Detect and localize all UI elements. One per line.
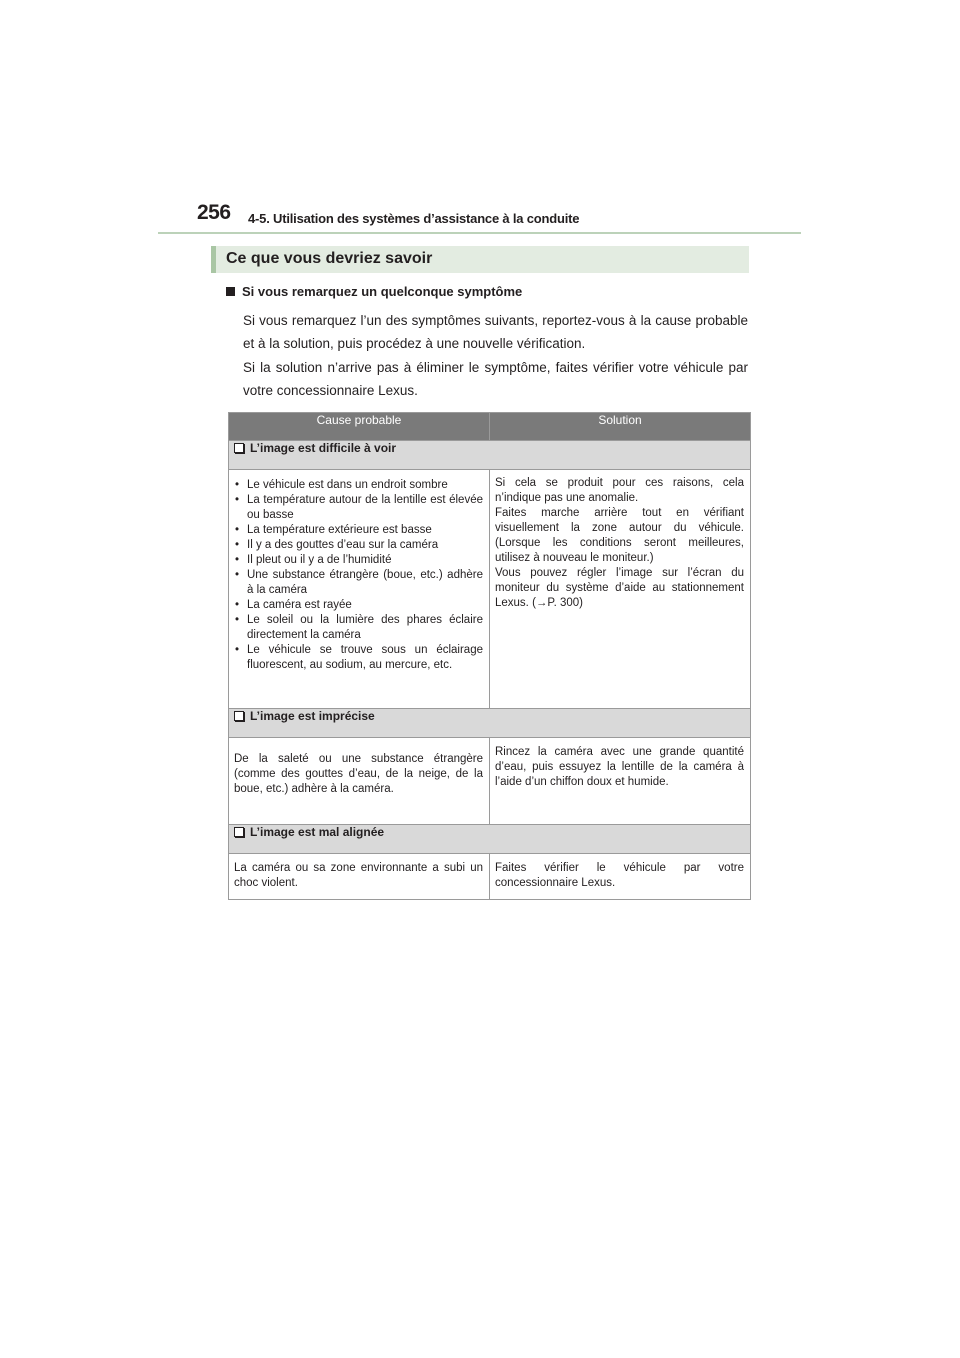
table-row <box>229 738 751 825</box>
cause-list <box>234 478 483 673</box>
group-row <box>229 709 751 738</box>
page-number: 256 <box>197 201 231 224</box>
solution-cell: Si cela se produit pour ces raisons, cela n’indique pas une anomalie. Faites marche arrière tout en vérifiant visuellement la zone autour du véhicule. (Lorsque les conditions seront meilleures, utilisez à nouveau le moniteur.) Vous pouvez régler l’image sur l’écran du moniteur du système d’aide au stationnement Lexus. (→P. 300) <box>490 470 751 709</box>
info-box-header <box>211 246 749 273</box>
list-item: • Le véhicule se trouve sous un éclairage fluorescent, au sodium, au mercure, etc. <box>234 643 483 673</box>
list-item: • Il y a des gouttes d’eau sur la caméra <box>234 538 483 553</box>
group-title-cell <box>229 441 751 470</box>
intro-paragraph: Si vous remarquez l’un des symptômes suivants, reportez-vous à la cause probable et à la solution, puis procédez à une nouvelle vérification. <box>243 313 748 351</box>
group-title-cell <box>229 709 751 738</box>
group-title: L’image est imprécise <box>250 709 375 723</box>
group-title-cell <box>229 825 751 854</box>
group-row <box>229 441 751 470</box>
table-header-row <box>229 413 751 441</box>
checkbox-icon <box>234 827 244 837</box>
cause-cell <box>229 470 490 709</box>
group-row <box>229 825 751 854</box>
advice-paragraph: Si la solution n’arrive pas à éliminer le symptôme, faites vérifier votre véhicule par votre concessionnaire Lexus. <box>243 360 748 398</box>
list-item: • La température extérieure est basse <box>234 523 483 538</box>
info-box-title: Ce que vous devriez savoir <box>226 250 433 267</box>
header-divider <box>158 232 801 234</box>
list-item: • Le soleil ou la lumière des phares éclaire directement la caméra <box>234 613 483 643</box>
list-item: • La caméra est rayée <box>234 598 483 613</box>
list-item: • Il pleut ou il y a de l’humidité <box>234 553 483 568</box>
chapter-title: 4-5. Utilisation des systèmes d’assistance à la conduite <box>248 211 580 226</box>
section-heading-text: Si vous remarquez un quelconque symptôme <box>242 284 523 299</box>
section-heading <box>226 284 522 299</box>
list-item: • Le véhicule est dans un endroit sombre <box>234 478 483 493</box>
checkbox-icon <box>234 443 244 453</box>
cause-cell: La caméra ou sa zone environnante a subi un choc violent. <box>229 854 490 900</box>
header-solution: Solution <box>490 413 751 441</box>
checkbox-icon <box>234 711 244 721</box>
list-item: • Une substance étrangère (boue, etc.) adhère à la caméra <box>234 568 483 598</box>
group-title: L’image est mal alignée <box>250 825 385 839</box>
symptom-table <box>228 412 751 900</box>
solution-cell: Faites vérifier le véhicule par votre concessionnaire Lexus. <box>490 854 751 900</box>
list-item: • La température autour de la lentille est élevée ou basse <box>234 493 483 523</box>
header-cause: Cause probable <box>229 413 490 441</box>
square-bullet-icon <box>226 287 235 296</box>
table-row <box>229 854 751 900</box>
cause-cell: De la saleté ou une substance étrangère (comme des gouttes d’eau, de la neige, de la boue, etc.) adhère à la caméra. <box>229 738 490 825</box>
group-title: L’image est difficile à voir <box>250 441 397 455</box>
solution-cell: Rincez la caméra avec une grande quantité d’eau, puis essuyez la lentille de la caméra à l’aide d’un chiffon doux et humide. <box>490 738 751 825</box>
table-row <box>229 470 751 709</box>
